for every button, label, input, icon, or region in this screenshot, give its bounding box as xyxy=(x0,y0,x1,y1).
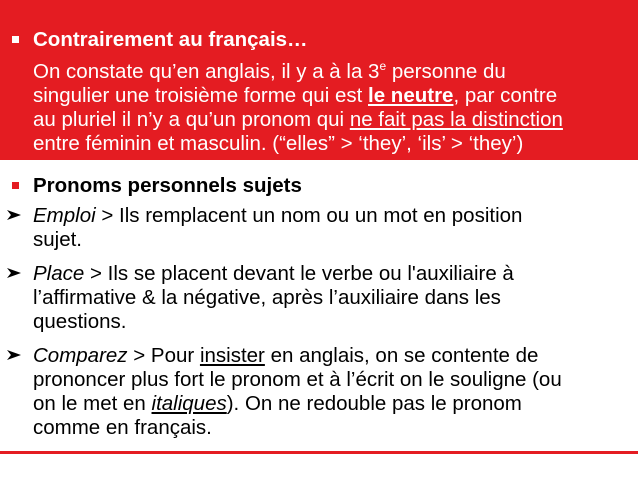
comparez-line-3 xyxy=(33,392,522,416)
italiques-emphasis: italiques xyxy=(151,392,227,415)
section1-line-1 xyxy=(33,60,506,84)
superscript-e: e xyxy=(379,59,387,74)
section1-line-2-tail: , par contre xyxy=(453,84,558,107)
emploi-term: Emploi xyxy=(33,204,96,227)
section1-heading: Contrairement au français… xyxy=(33,28,308,51)
section2-heading: Pronoms personnels sujets xyxy=(33,174,302,197)
place-line-3: questions. xyxy=(33,310,127,333)
section1-line-2 xyxy=(33,84,557,108)
emploi-text: > Ils remplacent un nom ou un mot en position xyxy=(95,204,523,227)
place-line-2: l’affirmative & la négative, après l’auxiliaire dans les xyxy=(33,286,501,309)
section1-line-3-text: au pluriel il n’y a qu’un pronom qui xyxy=(33,108,350,131)
distinction-underline: ne fait pas la distinction xyxy=(349,108,563,131)
place-text: > Ils se placent devant le verbe ou l'auxiliaire à xyxy=(84,262,514,285)
comparez-line-1 xyxy=(33,344,538,368)
emploi-line-2: sujet. xyxy=(33,228,82,251)
comparez-text: > Pour xyxy=(127,344,200,367)
arrow-bullet-icon xyxy=(6,207,22,223)
square-bullet-icon xyxy=(12,182,19,189)
comparez-line-3-tail: ). On ne redouble pas le pronom xyxy=(226,392,522,415)
section1-line-4: entre féminin et masculin. (“elles” > ‘they’, ‘ils’ > ‘they’) xyxy=(33,132,524,155)
section1-line-1-text: On constate qu’en anglais, il y a à la 3 xyxy=(33,60,380,83)
comparez-line-3-text: on le met en xyxy=(33,392,152,415)
section1-line-3 xyxy=(33,108,563,132)
red-footer-rule xyxy=(0,451,638,454)
comparez-line-2: prononcer plus fort le pronom et à l’écrit on le souligne (ou xyxy=(33,368,562,391)
place-term: Place xyxy=(33,262,85,285)
arrow-bullet-icon xyxy=(6,347,22,363)
emploi-line-1 xyxy=(33,204,522,228)
place-line-1 xyxy=(33,262,514,286)
comparez-text-tail: en anglais, on se contente de xyxy=(264,344,539,367)
comparez-line-4: comme en français. xyxy=(33,416,212,439)
comparez-term: Comparez xyxy=(33,344,128,367)
le-neutre-emphasis: le neutre xyxy=(368,84,454,107)
section1-line-1-tail: personne du xyxy=(386,60,506,83)
section1-line-2-text: singulier une troisième forme qui est xyxy=(33,84,368,107)
square-bullet-icon xyxy=(12,36,19,43)
arrow-bullet-icon xyxy=(6,265,22,281)
insister-underline: insister xyxy=(199,344,265,367)
